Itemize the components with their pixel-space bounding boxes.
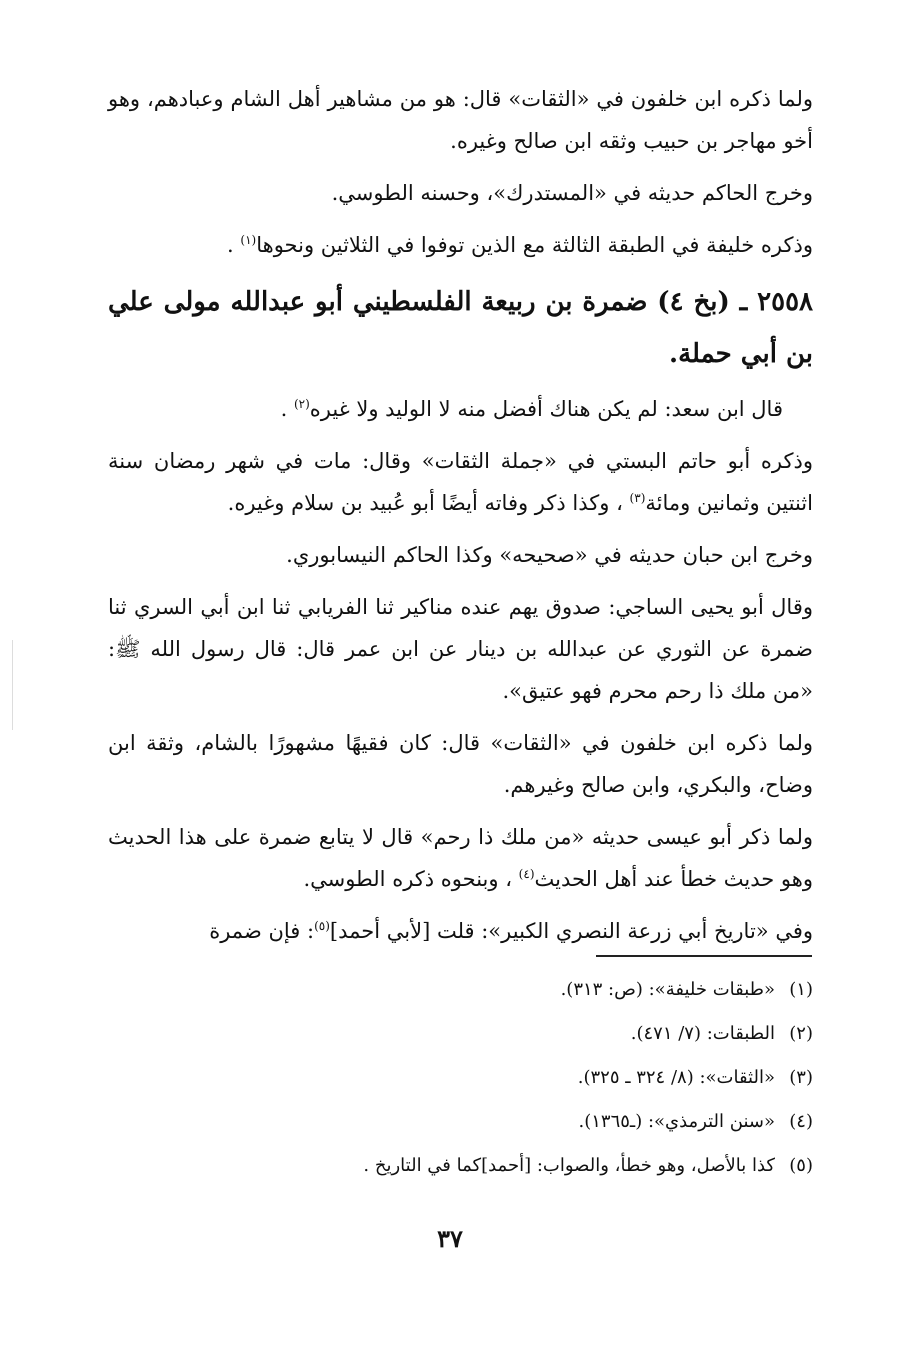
scan-margin-line bbox=[12, 640, 13, 730]
paragraph-5-text-a: وذكره أبو حاتم البستي في «جملة الثقات» وقال: مات في شهر رمضان سنة اثنتين وثمانين ومائة bbox=[108, 449, 813, 515]
paragraph-5-text-b: ، وكذا ذكر وفاته أيضًا أبو عُبيد بن سلام وغيره. bbox=[227, 491, 630, 515]
paragraph-9 bbox=[108, 816, 813, 900]
footnote-3 bbox=[108, 1063, 813, 1093]
paragraph-6: وخرج ابن حبان حديثه في «صحيحه» وكذا الحاكم النيسابوري. bbox=[286, 543, 813, 567]
footnote-number: (٥) bbox=[789, 1155, 813, 1176]
paragraph-9-text: ولما ذكر أبو عيسى حديثه «من ملك ذا رحم» قال لا يتابع ضمرة على هذا الحديث وهو حديث خطأ عند أهل الحديث bbox=[108, 825, 813, 891]
paragraph-9-end: ، وبنحوه ذكره الطوسي. bbox=[303, 867, 519, 891]
entry-heading: ٢٥٥٨ ـ (بخ ٤) ضمرة بن ربيعة الفلسطيني أبو عبدالله مولى علي بن أبي حملة. bbox=[108, 287, 814, 369]
paragraph-5 bbox=[108, 440, 813, 524]
paragraph-7: وقال أبو يحيى الساجي: صدوق يهم عنده مناكير ثنا الفريابي ثنا ابن أبي السري ثنا ضمرة عن الثوري عن عبدالله بن دينار عن ابن عمر قال: قال رسول الله ﷺ: «من ملك ذا رحم محرم فهو عتيق». bbox=[108, 595, 813, 703]
footnote-number: (١) bbox=[789, 979, 813, 1000]
footnote-ref-1[interactable]: (١) bbox=[240, 233, 257, 247]
footnote-text: الطبقات: (٧/ ٤٧١). bbox=[630, 1023, 775, 1044]
paragraph-4 bbox=[108, 388, 813, 430]
footnote-4 bbox=[108, 1107, 813, 1137]
paragraph-4-text: قال ابن سعد: لم يكن هناك أفضل منه لا الوليد ولا غيره bbox=[309, 397, 783, 421]
paragraph-1: ولما ذكره ابن خلفون في «الثقات» قال: هو من مشاهير أهل الشام وعبادهم، وهو أخو مهاجر بن حبيب وثقه ابن صالح وغيره. bbox=[108, 87, 813, 153]
footnote-text: «طبقات خليفة»: (ص: ٣١٣). bbox=[560, 979, 775, 1000]
paragraph-10-text: وفي «تاريخ أبي زرعة النصري الكبير»: قلت [لأبي أحمد] bbox=[329, 919, 813, 943]
footnote-separator bbox=[596, 955, 812, 957]
footnote-number: (٢) bbox=[789, 1023, 813, 1044]
paragraph-2: وخرج الحاكم حديثه في «المستدرك»، وحسنه الطوسي. bbox=[331, 181, 813, 205]
paragraph-10 bbox=[108, 910, 813, 952]
footnote-ref-5[interactable]: (٥) bbox=[314, 919, 330, 933]
footnote-text: كذا بالأصل، وهو خطأ، والصواب: [أحمد]كما في التاريخ . bbox=[363, 1155, 775, 1176]
paragraph-3-text: وذكره خليفة في الطبقة الثالثة مع الذين توفوا في الثلاثين ونحوها bbox=[256, 233, 813, 257]
footnotes bbox=[108, 975, 813, 1195]
footnote-ref-2[interactable]: (٢) bbox=[293, 397, 310, 411]
footnote-5 bbox=[108, 1151, 813, 1181]
footnote-number: (٤) bbox=[789, 1111, 813, 1132]
paragraph-4-end: . bbox=[280, 397, 294, 421]
footnote-text: «الثقات»: (٨/ ٣٢٤ ـ ٣٢٥). bbox=[577, 1067, 775, 1088]
footnote-ref-4[interactable]: (٤) bbox=[518, 867, 535, 881]
paragraph-10-end: : فإن ضمرة bbox=[209, 919, 315, 943]
main-text bbox=[108, 78, 813, 962]
footnote-ref-3[interactable]: (٣) bbox=[629, 491, 646, 505]
footnote-1 bbox=[108, 975, 813, 1005]
footnote-number: (٣) bbox=[789, 1067, 813, 1088]
footnote-2 bbox=[108, 1019, 813, 1049]
footnote-text: «سنن الترمذي»: (ـ١٣٦٥). bbox=[578, 1111, 775, 1132]
paragraph-3 bbox=[108, 224, 813, 266]
paragraph-3-end: . bbox=[227, 233, 241, 257]
paragraph-8: ولما ذكره ابن خلفون في «الثقات» قال: كان فقيهًا مشهورًا بالشام، وثقة ابن وضاح، والبكري، وابن صالح وغيرهم. bbox=[108, 731, 813, 797]
page-number: ٣٧ bbox=[437, 1224, 463, 1253]
